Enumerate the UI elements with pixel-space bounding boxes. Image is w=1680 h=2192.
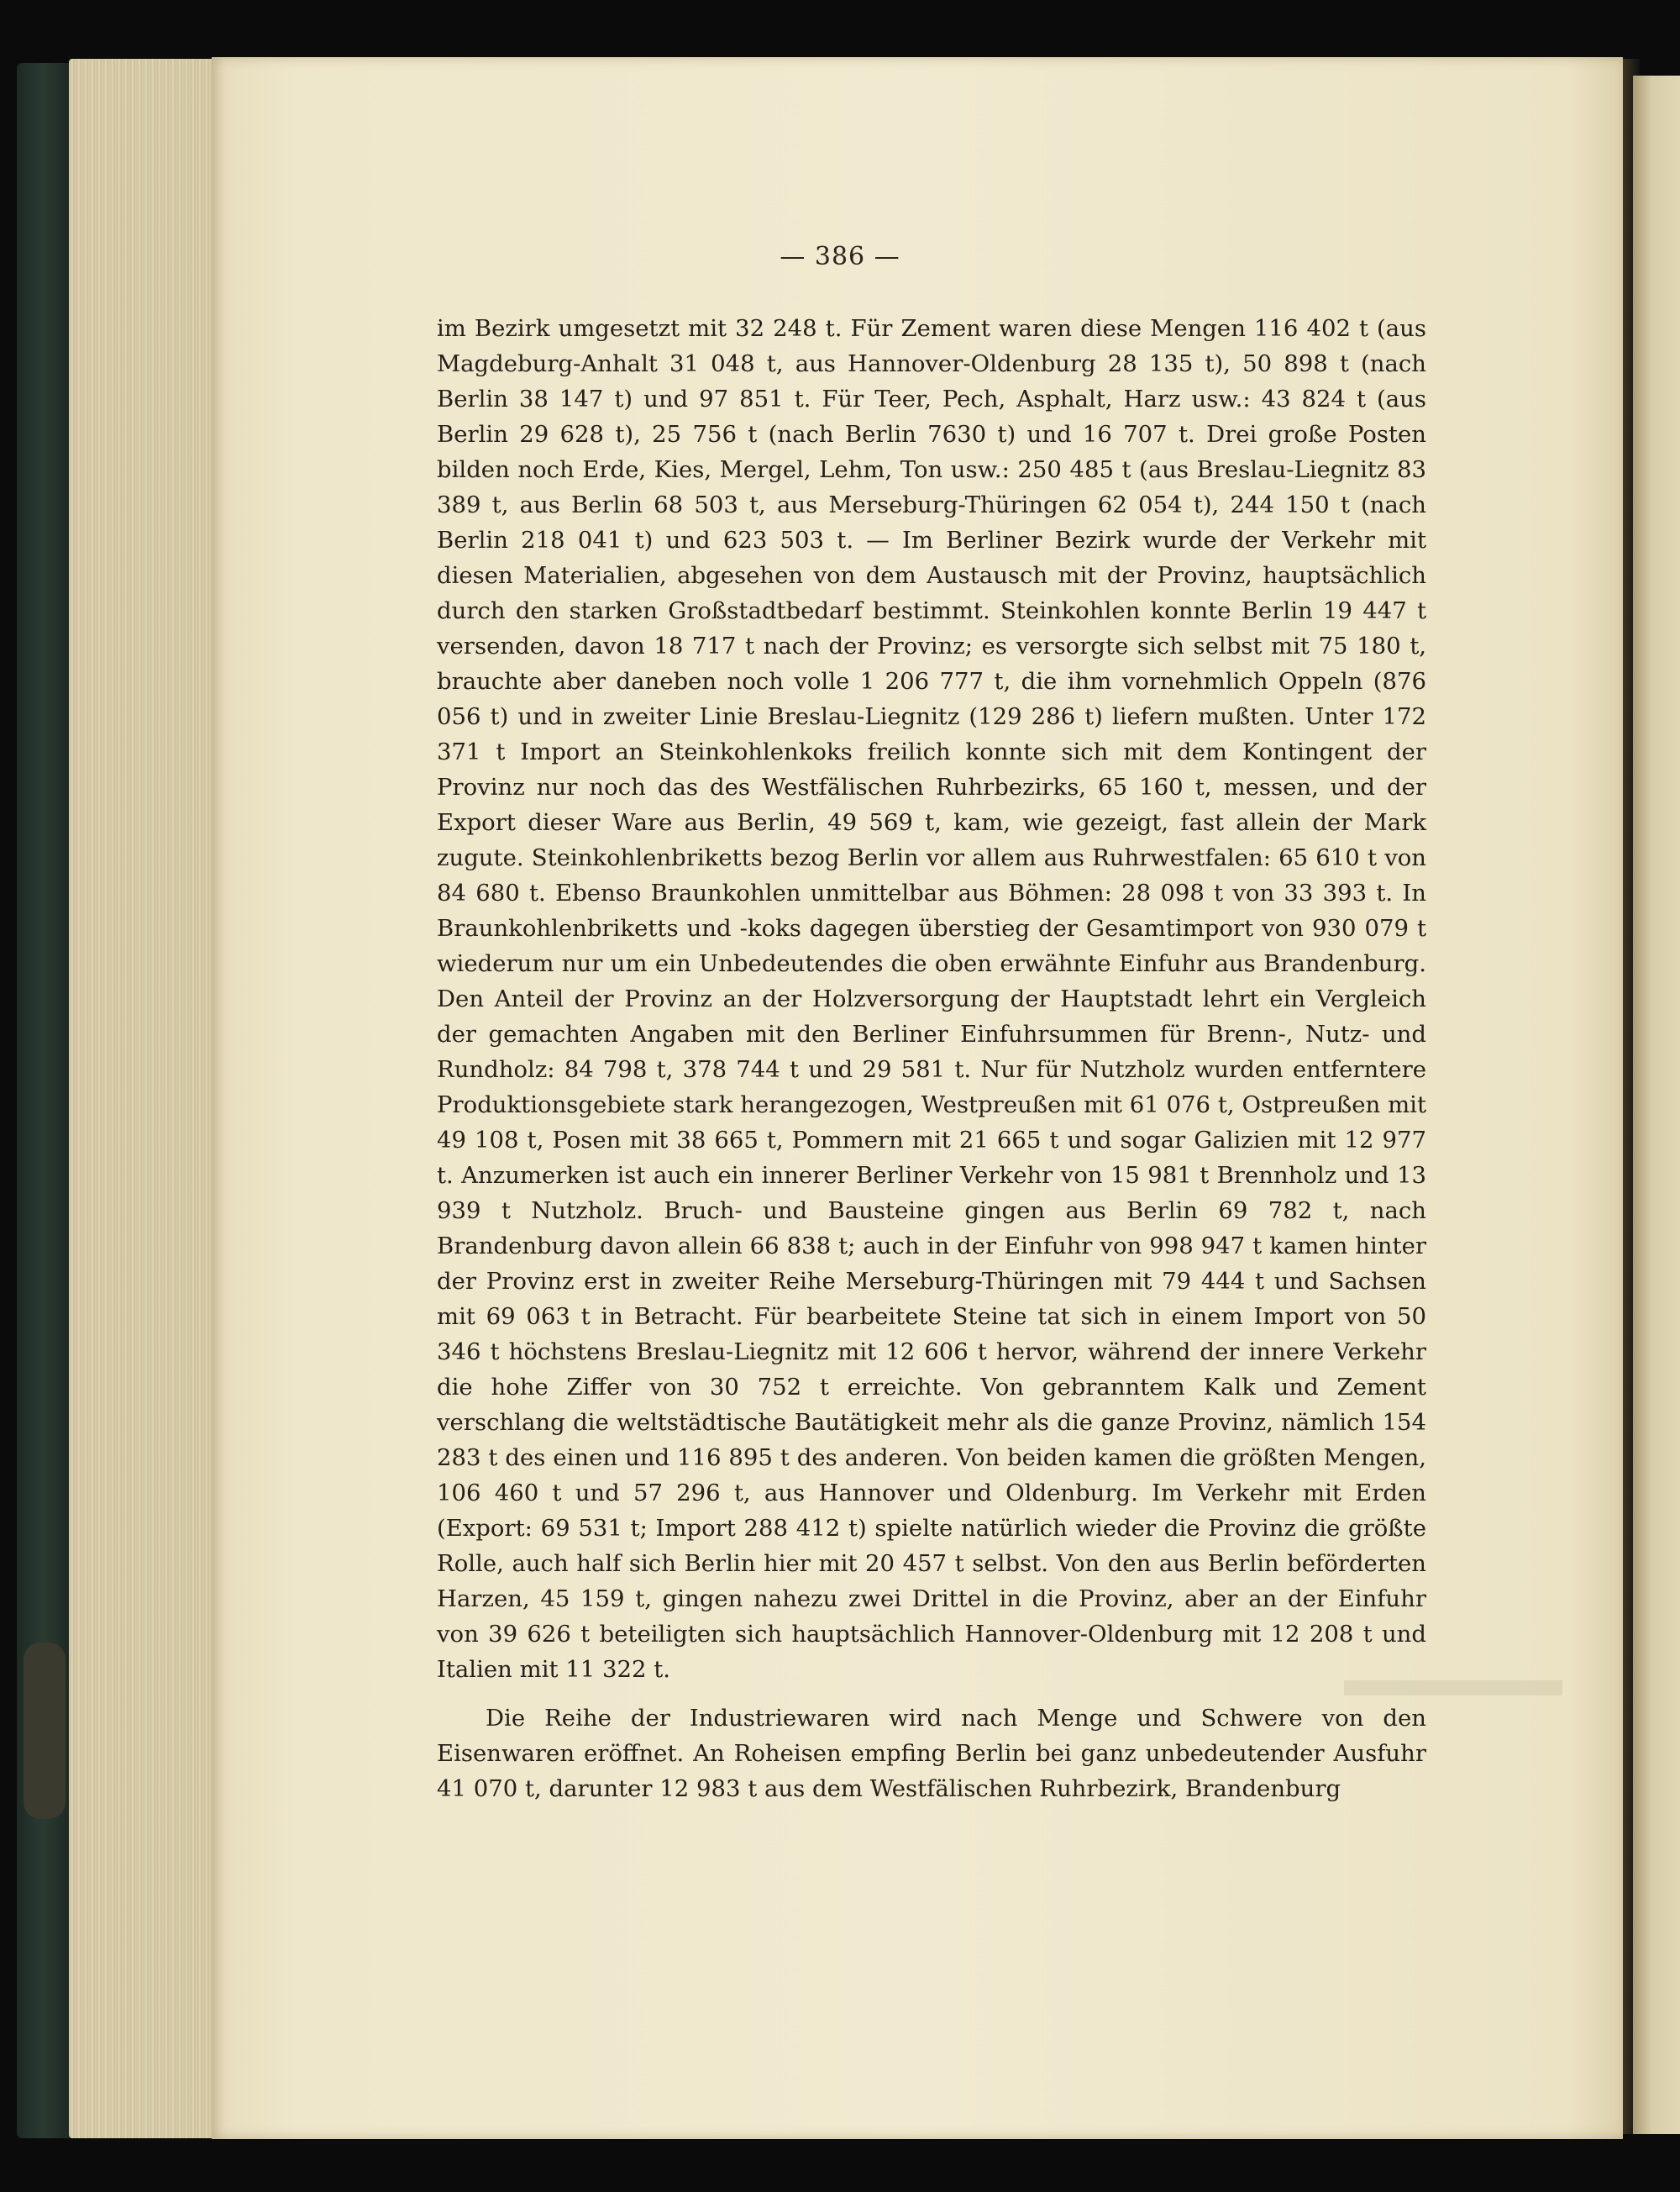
cover-band bbox=[24, 1643, 66, 1819]
facing-page-edge bbox=[1633, 76, 1680, 2134]
page-number: — 386 — bbox=[780, 242, 900, 271]
page-edges bbox=[69, 59, 216, 2138]
book-cover-edge bbox=[17, 63, 76, 2138]
paragraph: Die Reihe der Industriewaren wird nach Menge und Schwere von den Eisenwaren eröffnet. An Roheisen empfing Berlin bei ganz unbedeutender Ausfuhr 41 070 t, darunter 12 983 t aus dem Westfälischen Ruhrbezirk, Brandenburg bbox=[437, 1705, 1426, 1802]
body-text bbox=[437, 311, 1426, 1806]
paragraph: im Bezirk umgesetzt mit 32 248 t. Für Zement waren diese Mengen 116 402 t (aus Magdeburg-Anhalt 31 048 t, aus Hannover-Oldenburg 28 135 t), 50 898 t (nach Berlin 38 147 t) und 97 851 t. Für Teer, Pech, Asphalt, Harz usw.: 43 824 t (aus Berlin 29 628 t), 25 756 t (nach Berlin 7630 t) und 16 707 t. Drei große Posten bilden noch Erde, Kies, Mergel, Lehm, Ton usw.: 250 485 t (aus Breslau-Liegnitz 83 389 t, aus Berlin 68 503 t, aus Merseburg-Thüringen 62 054 t), 244 150 t (nach Berlin 218 041 t) und 623 503 t. — Im Berliner Bezirk wurde der Verkehr mit diesen Materialien, abgesehen von dem Austausch mit der Provinz, hauptsächlich durch den starken Großstadtbedarf bestimmt. Steinkohlen konnte Berlin 19 447 t versenden, davon 18 717 t nach der Provinz; es versorgte sich selbst mit 75 180 t, brauchte aber daneben noch volle 1 206 777 t, die ihm vornehmlich Oppeln (876 056 t) und in zweiter Linie Breslau-Liegnitz (129 286 t) liefern mußten. Unter 172 371 t Import an Steinkohlenkoks freilich konnte sich mit dem Kontingent der Provinz nur noch das des Westfälischen Ruhrbezirks, 65 160 t, messen, und der Export dieser Ware aus Berlin, 49 569 t, kam, wie gezeigt, fast allein der Mark zugute. Steinkohlenbriketts bezog Berlin vor allem aus Ruhrwestfalen: 65 610 t von 84 680 t. Ebenso Braunkohlen unmittelbar aus Böhmen: 28 098 t von 33 393 t. In Braunkohlenbriketts und -koks dagegen überstieg der Gesamtimport von 930 079 t wiederum nur um ein Unbedeutendes die oben erwähnte Einfuhr aus Brandenburg. Den Anteil der Provinz an der Holzversorgung der Hauptstadt lehrt ein Vergleich der gemachten Angaben mit den Berliner Einfuhrsummen für Brenn-, Nutz- und Rundholz: 84 798 t, 378 744 t und 29 581 t. Nur für Nutzholz wurden entferntere Produktionsgebiete stark herangezogen, Westpreußen mit 61 076 t, Ostpreußen mit 49 108 t, Posen mit 38 665 t, Pommern mit 21 665 t und sogar Galizien mit 12 977 t. Anzumerken ist auch ein innerer Berliner Verkehr von 15 981 t Brennholz und 13 939 t Nutzholz. Bruch- und Bausteine gingen aus Berlin 69 782 t, nach Brandenburg davon allein 66 838 t; auch in der Einfuhr von 998 947 t kamen hinter der Provinz erst in zweiter Reihe Merseburg-Thüringen mit 79 444 t und Sachsen mit 69 063 t in Betracht. Für bearbeitete Steine tat sich in einem Import von 50 346 t höchstens Breslau-Liegnitz mit 12 606 t hervor, während der innere Verkehr die hohe Ziffer von 30 752 t erreichte. Von gebranntem Kalk und Zement verschlang die weltstädtische Bautätigkeit mehr als die ganze Provinz, nämlich 154 283 t des einen und 116 895 t des anderen. Von beiden kamen die größten Mengen, 106 460 t und 57 296 t, aus Hannover und Oldenburg. Im Verkehr mit Erden (Export: 69 531 t; Import 288 412 t) spielte natürlich wieder die Provinz die größte Rolle, auch half sich Berlin hier mit 20 457 t selbst. Von den aus Berlin beförderten Harzen, 45 159 t, gingen nahezu zwei Drittel in die Provinz, aber an der Einfuhr von 39 626 t beteiligten sich hauptsächlich Hannover-Oldenburg mit 12 208 t und Italien mit 11 322 t. bbox=[437, 315, 1426, 1683]
